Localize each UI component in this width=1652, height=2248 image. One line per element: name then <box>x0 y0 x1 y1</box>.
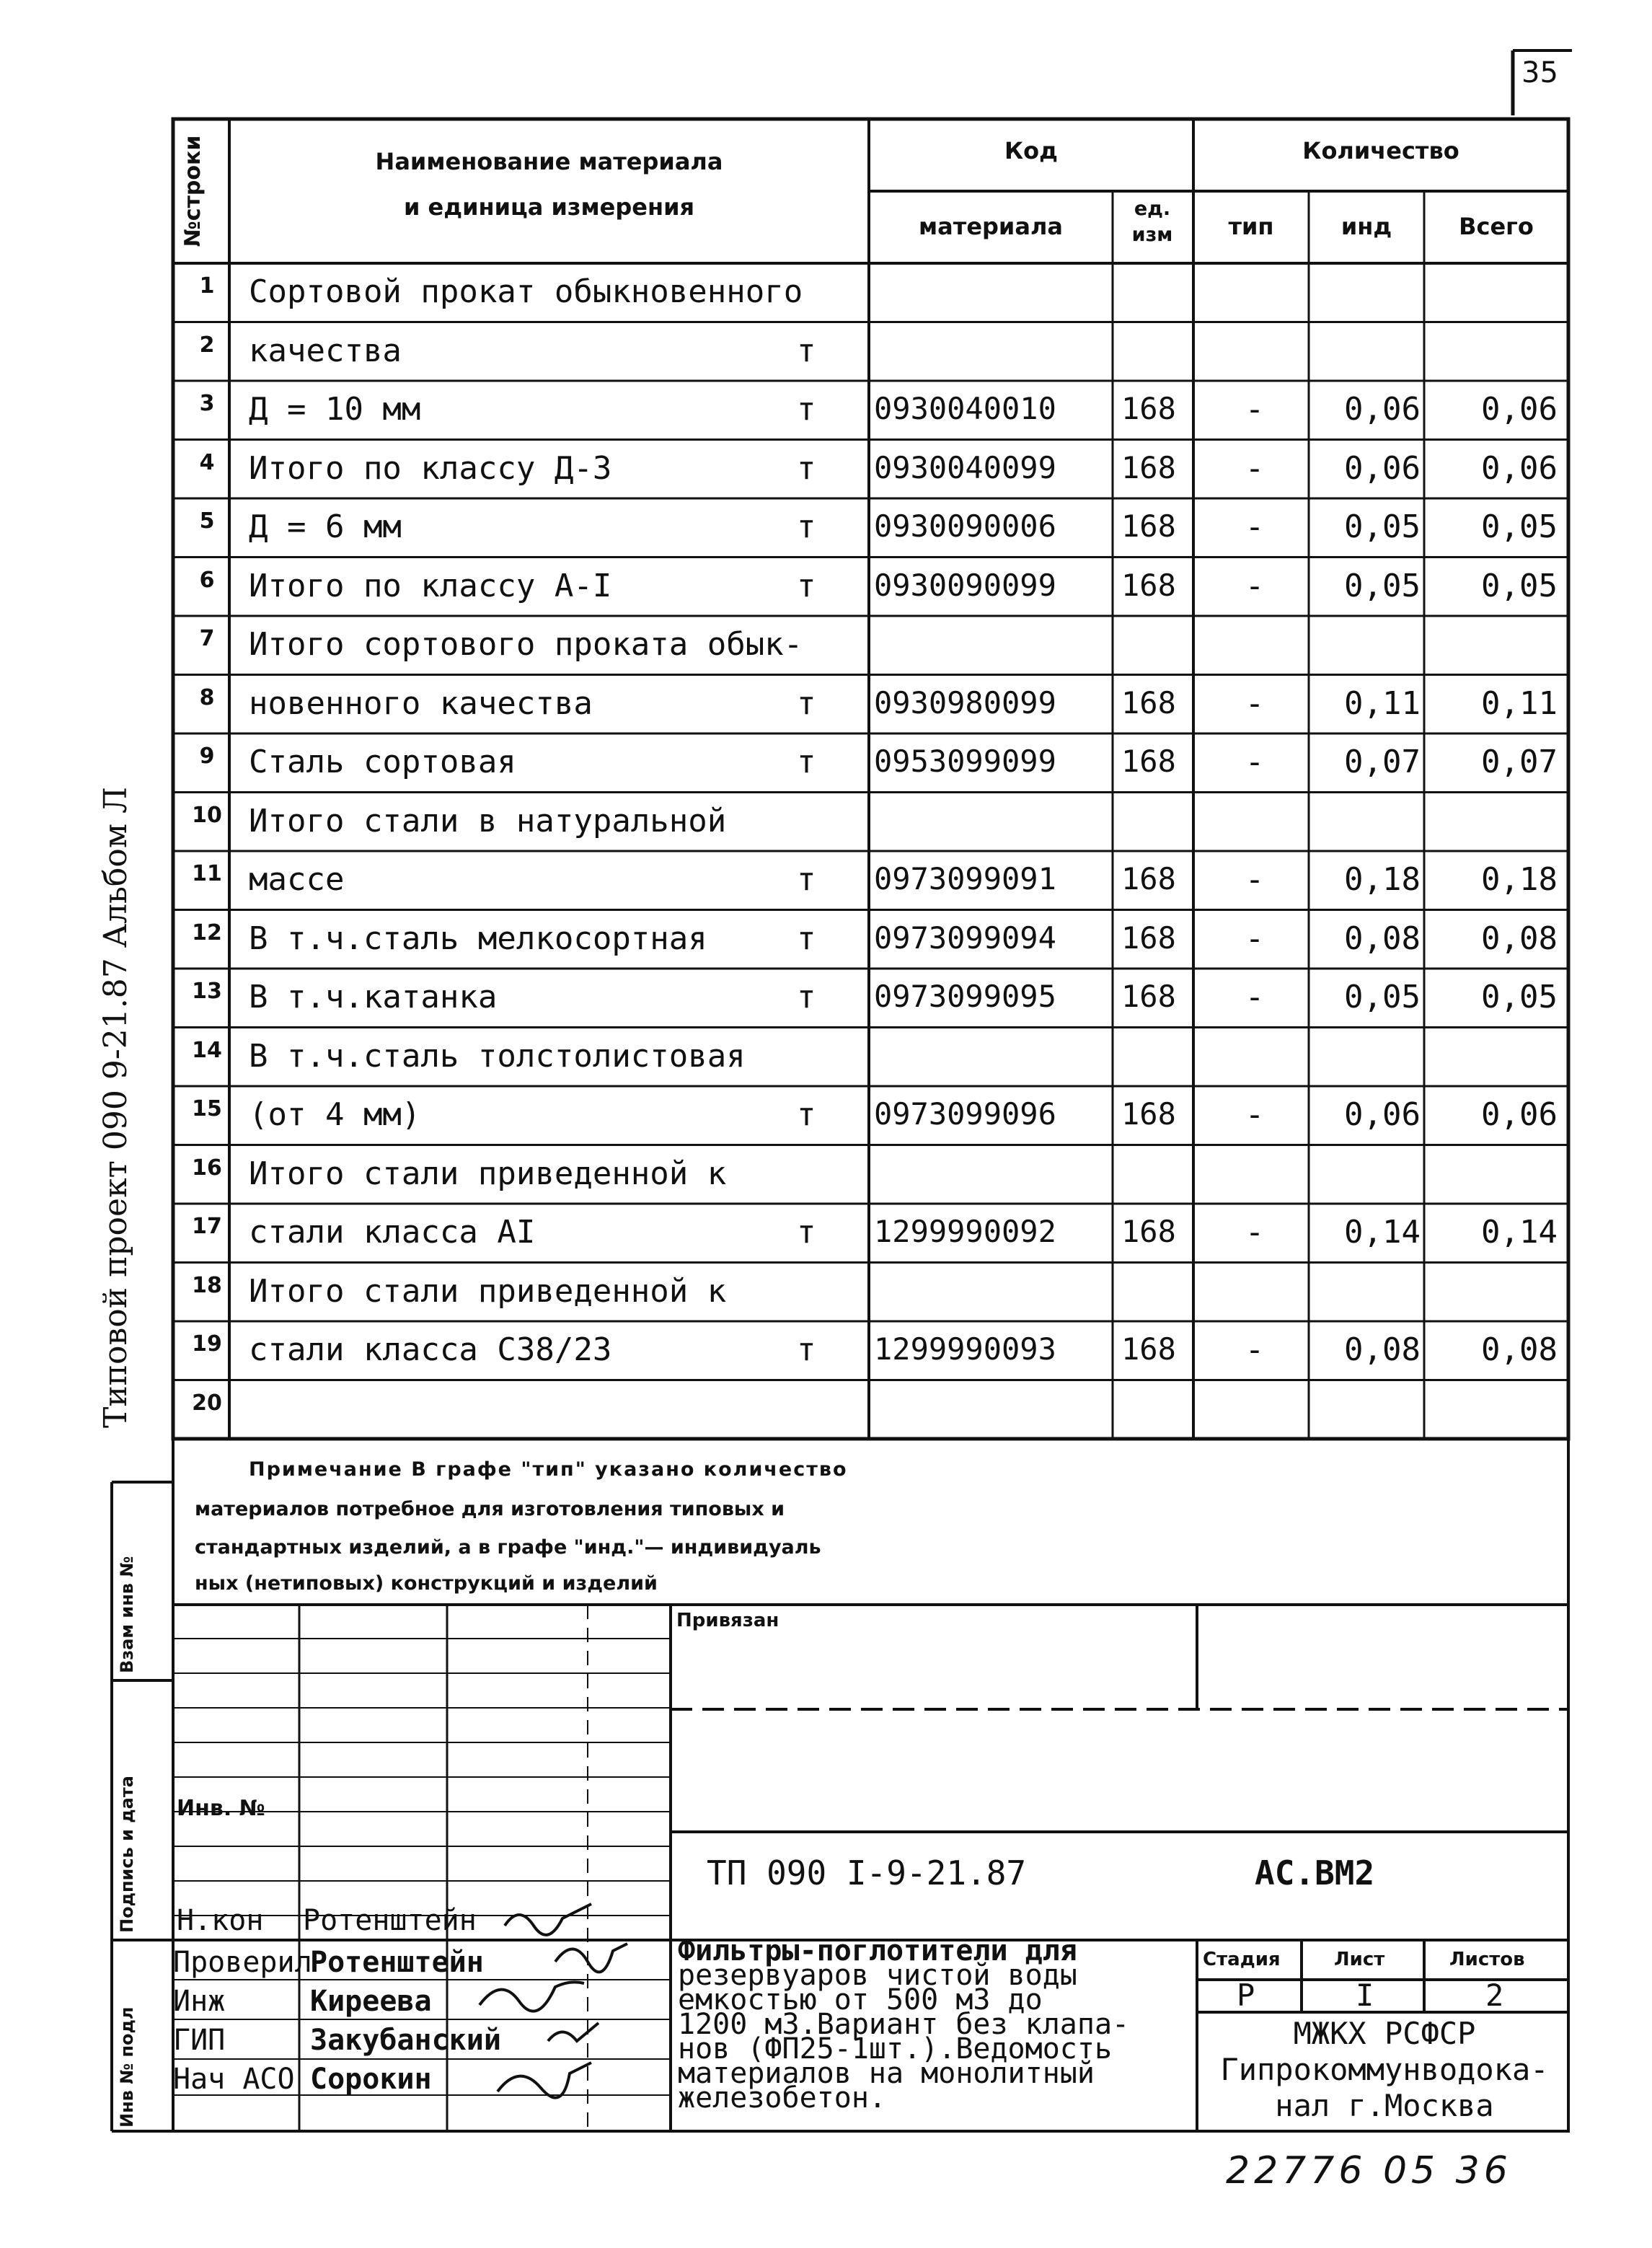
row-qty-type: - <box>1245 920 1265 957</box>
row-qty-total: 0,08 <box>1481 1331 1558 1368</box>
side-label-inv-podl: Инв № подл <box>117 2006 137 2128</box>
row-number: 17 <box>192 1214 222 1239</box>
row-number: 4 <box>199 449 215 475</box>
row-number: 18 <box>192 1272 222 1298</box>
row-qty-total: 0,05 <box>1481 508 1558 545</box>
row-name: массе <box>249 861 345 898</box>
row-qty-ind: 0,18 <box>1344 861 1421 898</box>
row-number: 9 <box>199 744 215 769</box>
row-qty-type: - <box>1245 684 1265 722</box>
row-number: 8 <box>199 684 215 710</box>
header-quantity: Количество <box>1302 137 1459 164</box>
row-qty-total: 0,06 <box>1481 1096 1558 1133</box>
note-line-1: Примечание В графе "тип" указано количество <box>249 1458 848 1481</box>
sign-name-nach: Сорокин <box>310 2063 432 2096</box>
sign-role-inzh: Инж <box>173 1985 226 2018</box>
row-unit: т <box>797 861 816 898</box>
row-qty-total: 0,07 <box>1481 744 1558 780</box>
row-name: Итого сортового проката обык- <box>249 626 803 663</box>
row-number: 12 <box>192 920 222 946</box>
row-number: 6 <box>199 567 215 593</box>
sign-role-nkon: Н.кон <box>177 1904 264 1937</box>
row-unit-code: 168 <box>1121 861 1176 896</box>
row-unit-code: 168 <box>1121 920 1176 956</box>
header-qty-total: Всего <box>1459 213 1534 240</box>
row-qty-type: - <box>1245 1096 1265 1133</box>
row-name: Д = 10 мм <box>249 391 421 428</box>
row-unit: т <box>797 1331 816 1368</box>
sheet-header: Лист <box>1334 1949 1385 1970</box>
row-unit: т <box>797 508 816 545</box>
row-number: 1 <box>199 273 215 299</box>
row-name: (от 4 мм) <box>249 1096 421 1133</box>
row-code: 0973099095 <box>874 979 1056 1014</box>
row-number: 14 <box>192 1037 222 1063</box>
doc-title-line-2: резервуаров чистой воды <box>678 1959 1077 1992</box>
row-number: 15 <box>192 1096 222 1121</box>
row-qty-ind: 0,05 <box>1344 567 1421 604</box>
row-qty-total: 0,08 <box>1481 920 1558 957</box>
row-unit: т <box>797 449 816 487</box>
row-code: 0930040099 <box>874 449 1056 485</box>
sign-name-nkon: Ротенштейн <box>303 1904 477 1937</box>
row-name: В т.ч.катанка <box>249 979 498 1015</box>
bottom-code: 22776 05 36 <box>1226 2149 1512 2192</box>
row-qty-type: - <box>1245 1331 1265 1368</box>
inv-no-label: Инв. № <box>177 1796 265 1821</box>
row-number: 19 <box>192 1331 222 1357</box>
header-row-number: №строки <box>180 135 206 247</box>
sign-name-gip: Закубанский <box>310 2024 501 2057</box>
row-name: Сортовой прокат обыкновенного <box>249 273 803 310</box>
row-qty-type: - <box>1245 391 1265 428</box>
row-qty-ind: 0,06 <box>1344 449 1421 487</box>
row-code: 1299990093 <box>874 1331 1056 1367</box>
row-name: новенного качества <box>249 684 593 722</box>
sign-name-proveril: Ротенштейн <box>310 1946 484 1979</box>
row-name: Итого стали в натуральной <box>249 802 727 839</box>
header-name-line1: Наименование материала <box>375 148 723 175</box>
row-unit: т <box>797 920 816 957</box>
doc-title-line-5: нов (ФП25-1шт.).Ведомость <box>678 2032 1113 2066</box>
sign-role-gip: ГИП <box>173 2024 226 2057</box>
row-qty-total: 0,05 <box>1481 567 1558 604</box>
note-line-3: стандартных изделий, а в графе "инд."— индивидуаль <box>195 1536 821 1559</box>
sheets-header: Листов <box>1449 1949 1525 1970</box>
row-qty-total: 0,14 <box>1481 1214 1558 1251</box>
row-name: В т.ч.сталь мелкосортная <box>249 920 707 957</box>
row-unit-code: 168 <box>1121 449 1176 485</box>
row-qty-ind: 0,05 <box>1344 508 1421 545</box>
row-name: качества <box>249 332 402 369</box>
doc-title-line-6: материалов на монолитный <box>678 2057 1095 2090</box>
row-unit-code: 168 <box>1121 1096 1176 1132</box>
row-code: 0930090099 <box>874 567 1056 603</box>
stage-value: Р <box>1237 1978 1255 2013</box>
row-code: 1299990092 <box>874 1214 1056 1249</box>
sheet-code: АС.ВМ2 <box>1255 1854 1375 1892</box>
row-number: 16 <box>192 1155 222 1181</box>
doc-title-line-4: 1200 м3.Вариант без клапа- <box>678 2008 1130 2041</box>
row-unit: т <box>797 391 816 428</box>
row-number: 11 <box>192 861 222 886</box>
row-name: Итого стали приведенной к <box>249 1272 727 1310</box>
page-number: 35 <box>1521 56 1558 89</box>
row-unit: т <box>797 979 816 1015</box>
row-number: 13 <box>192 979 222 1004</box>
sheets-value: 2 <box>1485 1978 1504 2013</box>
sign-role-proveril: Проверил <box>173 1946 312 1979</box>
side-label-vzam: Взам инв № <box>117 1556 137 1673</box>
org-line-1: МЖКХ РСФСР <box>1293 2016 1476 2051</box>
row-number: 3 <box>199 391 215 416</box>
note-line-4: ных (нетиповых) конструкций и изделий <box>195 1572 658 1595</box>
side-project-title: Типовой проект 090 9-21.87 Альбом Л <box>97 787 134 1428</box>
doc-title-line-1: Фильтры-поглотители для <box>678 1934 1077 1967</box>
note-line-2: материалов потребное для изготовления типовых и <box>195 1498 785 1520</box>
row-unit: т <box>797 744 816 780</box>
row-qty-ind: 0,06 <box>1344 1096 1421 1133</box>
row-number: 2 <box>199 332 215 358</box>
side-label-podpis: Подпись и дата <box>117 1776 137 1933</box>
row-unit: т <box>797 684 816 722</box>
row-code: 0930980099 <box>874 684 1056 720</box>
org-line-2: Гипрокоммунводока- <box>1220 2052 1549 2087</box>
row-unit-code: 168 <box>1121 684 1176 720</box>
row-qty-ind: 0,07 <box>1344 744 1421 780</box>
doc-title-line-3: емкостью от 500 м3 до <box>678 1983 1043 2016</box>
row-code: 0973099094 <box>874 920 1056 956</box>
row-number: 10 <box>192 802 222 828</box>
header-qty-ind: инд <box>1340 213 1392 240</box>
row-name: Итого по классу Д-3 <box>249 449 612 487</box>
org-line-3: нал г.Москва <box>1275 2088 1494 2123</box>
sign-role-nach: Нач АСО <box>173 2063 295 2096</box>
row-qty-total: 0,05 <box>1481 979 1558 1015</box>
row-qty-ind: 0,06 <box>1344 391 1421 428</box>
row-unit-code: 168 <box>1121 508 1176 544</box>
row-qty-total: 0,06 <box>1481 391 1558 428</box>
row-unit: т <box>797 1096 816 1133</box>
row-unit-code: 168 <box>1121 1214 1176 1249</box>
row-code: 0953099099 <box>874 744 1056 779</box>
row-name: В т.ч.сталь толстолистовая <box>249 1037 746 1075</box>
row-code: 0973099096 <box>874 1096 1056 1132</box>
header-name-line2: и единица измерения <box>403 193 695 221</box>
row-name: Сталь сортовая <box>249 744 516 780</box>
sign-name-inzh: Киреева <box>310 1985 432 2018</box>
header-code-unit: ед. изм <box>1131 198 1173 246</box>
row-name: Итого стали приведенной к <box>249 1155 727 1192</box>
row-number: 20 <box>192 1390 222 1416</box>
header-code: Код <box>1004 137 1058 164</box>
row-qty-ind: 0,14 <box>1344 1214 1421 1251</box>
header-code-material: материала <box>919 213 1063 240</box>
row-name: Д = 6 мм <box>249 508 402 545</box>
row-name: стали класса AI <box>249 1214 536 1251</box>
row-qty-ind: 0,11 <box>1344 684 1421 722</box>
row-unit: т <box>797 1214 816 1251</box>
row-unit: т <box>797 332 816 369</box>
stage-header: Стадия <box>1203 1949 1281 1970</box>
row-name: Итого по классу А-I <box>249 567 612 604</box>
row-number: 7 <box>199 626 215 651</box>
row-unit: т <box>797 567 816 604</box>
row-qty-total: 0,06 <box>1481 449 1558 487</box>
row-unit-code: 168 <box>1121 1331 1176 1367</box>
row-code: 0973099091 <box>874 861 1056 896</box>
row-qty-type: - <box>1245 744 1265 780</box>
row-qty-total: 0,18 <box>1481 861 1558 898</box>
row-qty-type: - <box>1245 979 1265 1015</box>
row-qty-type: - <box>1245 861 1265 898</box>
row-qty-type: - <box>1245 567 1265 604</box>
row-qty-total: 0,11 <box>1481 684 1558 722</box>
row-name: стали класса С38/23 <box>249 1331 612 1368</box>
row-qty-ind: 0,08 <box>1344 1331 1421 1368</box>
header-qty-type: тип <box>1228 213 1274 240</box>
project-code: ТП 090 I-9-21.87 <box>707 1854 1027 1892</box>
row-unit-code: 168 <box>1121 744 1176 779</box>
doc-title-line-7: железобетон. <box>678 2081 886 2115</box>
row-code: 0930040010 <box>874 391 1056 426</box>
row-code: 0930090006 <box>874 508 1056 544</box>
privyazan-label: Привязан <box>676 1610 779 1631</box>
row-unit-code: 168 <box>1121 979 1176 1014</box>
row-unit-code: 168 <box>1121 567 1176 603</box>
row-qty-type: - <box>1245 1214 1265 1251</box>
sheet-value: I <box>1356 1978 1374 2013</box>
row-qty-type: - <box>1245 508 1265 545</box>
row-qty-ind: 0,05 <box>1344 979 1421 1015</box>
row-number: 5 <box>199 508 215 534</box>
row-qty-type: - <box>1245 449 1265 487</box>
row-qty-ind: 0,08 <box>1344 920 1421 957</box>
row-unit-code: 168 <box>1121 391 1176 426</box>
